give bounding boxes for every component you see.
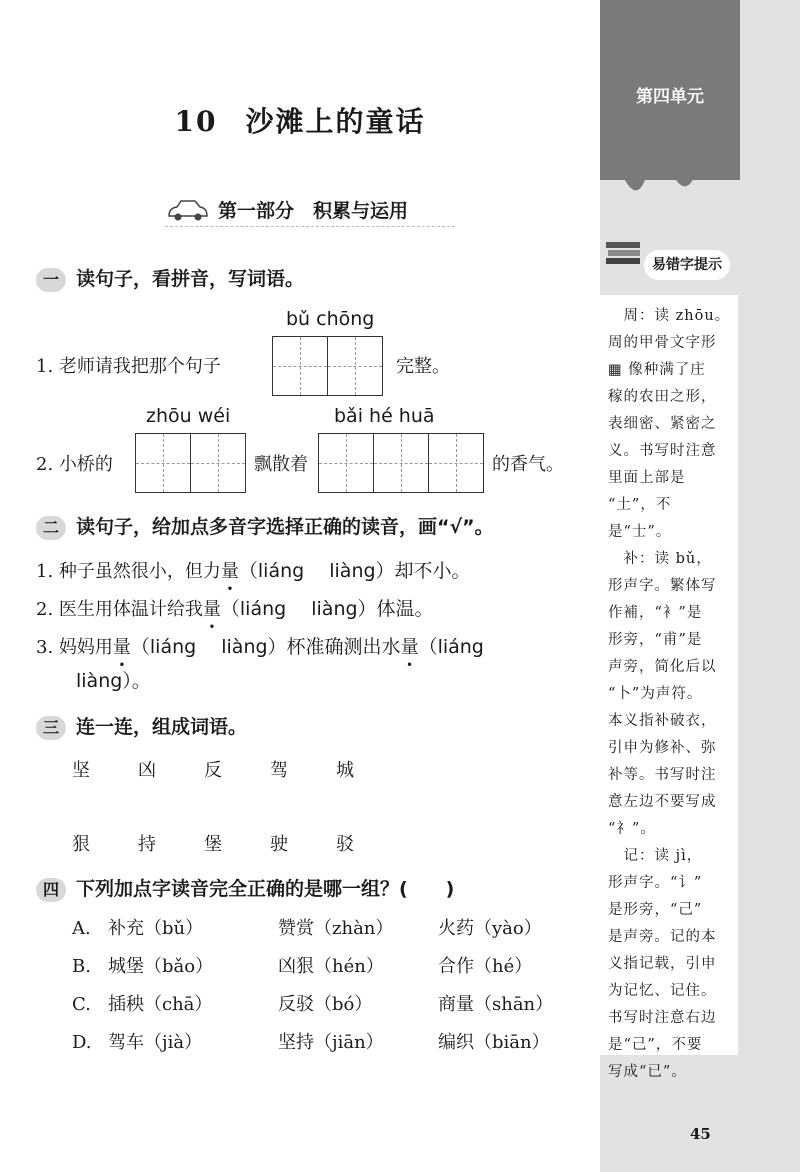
note-line: 为记忆、记住。 (608, 983, 717, 999)
lesson-number: 10 (174, 105, 218, 138)
note-line: 写成“已”。 (608, 1064, 687, 1080)
option-item: 插秧（chā） (108, 994, 213, 1015)
choice-text[interactable]: （liáng liàng）却不小。 (238, 560, 471, 582)
word-char[interactable]: 驶 (270, 834, 288, 855)
writing-grid[interactable] (318, 433, 484, 493)
word-char[interactable]: 坚 (72, 760, 90, 781)
question-text: 完整。 (396, 356, 450, 377)
word-row-top (72, 756, 402, 782)
question-line (36, 632, 484, 659)
note-line: 记：读 jì， (608, 848, 703, 864)
note-line: 义。书写时注意 (608, 443, 717, 459)
option-item: 补充（bǔ） (108, 918, 204, 939)
option-item: 反驳（bó） (278, 994, 373, 1015)
dotted-char: 量 (202, 599, 221, 620)
option-letter: A. (72, 918, 91, 939)
note-box (600, 295, 738, 1080)
note-line: 义指记载，引申 (608, 956, 717, 972)
note-line: 周：读 zhōu。 (608, 308, 731, 324)
options-list (72, 914, 553, 1066)
note-line: 声旁，简化后以 (608, 659, 717, 675)
pinyin: bǎi hé huā (334, 405, 435, 427)
note-line: 作補，“衤”是 (608, 605, 703, 621)
dotted-char: 量 (220, 561, 239, 582)
choice-text[interactable]: liàng）。 (76, 670, 151, 692)
option-letter: D. (72, 1032, 92, 1053)
option-letter: C. (72, 994, 91, 1015)
option-item: 坚持（jiān） (278, 1032, 384, 1053)
question-text: 2. 小桥的 (36, 454, 113, 475)
word-char[interactable]: 凶 (138, 760, 156, 781)
section-title: 连一连，组成词语。 (76, 716, 248, 738)
option-row[interactable] (72, 952, 553, 990)
lesson-name: 沙滩上的童话 (245, 105, 426, 138)
word-char[interactable]: 驾 (270, 760, 288, 781)
books-icon (604, 238, 644, 268)
question-text: 1. 老师请我把那个句子 (36, 356, 221, 377)
part-underline (165, 226, 455, 227)
note-line: ▦ 像种满了庄 (608, 362, 706, 378)
option-item: 驾车（jià） (108, 1032, 203, 1053)
option-row[interactable] (72, 1028, 553, 1066)
question-line (36, 556, 471, 583)
note-line: 稼的农田之形， (608, 389, 717, 405)
choice-text[interactable]: （liáng liàng）体温。 (220, 598, 434, 620)
word-char[interactable]: 反 (204, 760, 222, 781)
note-line: 周的甲骨文字形 (608, 335, 717, 351)
note-line: 意左边不要写成 (608, 794, 717, 810)
section-1-heading (36, 264, 304, 292)
note-line: 本义指补破衣， (608, 713, 717, 729)
note-line: 书写时注意右边 (608, 1010, 717, 1026)
question-text: 飘散着 (254, 454, 308, 475)
note-line: 里面上部是 (608, 470, 686, 486)
section-title: 读句子，给加点多音字选择正确的读音，画“√”。 (76, 516, 494, 538)
part-heading: 第一部分 积累与运用 (218, 200, 409, 222)
word-char[interactable]: 持 (138, 834, 156, 855)
section-title: 读句子，看拼音，写词语。 (76, 268, 305, 290)
section-badge: 四 (36, 878, 66, 902)
drip-shape (600, 120, 740, 320)
question-line (36, 594, 434, 621)
section-badge: 一 (36, 268, 66, 292)
option-item: 商量（shān） (438, 994, 554, 1015)
note-line: 表细密、紧密之 (608, 416, 717, 432)
section-badge: 二 (36, 516, 66, 540)
unit-label: 第四单元 (636, 87, 704, 107)
question-text: 的香气。 (492, 454, 564, 475)
note-line: 是“己”，不要 (608, 1037, 703, 1053)
section-badge: 三 (36, 716, 66, 740)
car-icon (165, 196, 209, 224)
dotted-char: 量 (112, 637, 131, 658)
writing-grid[interactable] (272, 336, 383, 396)
choice-text[interactable]: （liáng liàng）杯准确测出水 (130, 636, 401, 658)
note-line: 形声字。繁体写 (608, 578, 717, 594)
note-line: 形声字。“讠” (608, 875, 703, 891)
text: 1. 种子虽然很小，但力 (36, 561, 221, 582)
word-char[interactable]: 堡 (204, 834, 222, 855)
note-line: “卜”为声符。 (608, 686, 703, 702)
tip-title: 易错字提示 (644, 250, 730, 280)
text: 3. 妈妈用 (36, 637, 113, 658)
note-line: “土”，不是“士”。 (608, 497, 672, 540)
word-row-bottom (72, 830, 402, 856)
section-4-heading (36, 874, 454, 902)
word-char[interactable]: 狠 (72, 834, 90, 855)
writing-grid[interactable] (135, 433, 246, 493)
text: 2. 医生用体温计给我 (36, 599, 203, 620)
choice-text[interactable]: （liáng (418, 636, 484, 658)
note-line: 形旁，“甫”是 (608, 632, 703, 648)
note-line: “礻”。 (608, 821, 656, 837)
option-row[interactable] (72, 914, 553, 952)
word-char[interactable]: 驳 (336, 834, 354, 855)
note-line: 是形旁，“己” (608, 902, 703, 918)
notes (600, 295, 738, 1086)
dotted-char: 量 (400, 637, 419, 658)
option-letter: B. (72, 956, 91, 977)
section-title: 下列加点字读音完全正确的是哪一组？( ) (76, 878, 455, 900)
option-item: 赞赏（zhàn） (278, 918, 394, 939)
option-item: 凶狠（hén） (278, 956, 384, 977)
option-item: 城堡（bǎo） (108, 956, 214, 977)
note-line: 补：读 bǔ， (608, 551, 712, 567)
pinyin: zhōu wéi (146, 405, 231, 427)
pinyin: bǔ chōng (286, 308, 375, 330)
option-item: 编织（biān） (438, 1032, 550, 1053)
option-item: 火药（yào） (438, 918, 542, 939)
note-line: 是声旁。记的本 (608, 929, 717, 945)
page-number: 45 (690, 1125, 711, 1143)
option-row[interactable] (72, 990, 553, 1028)
section-3-heading (36, 712, 247, 740)
note-line: 补等。书写时注 (608, 767, 717, 783)
word-char[interactable]: 城 (336, 760, 354, 781)
option-item: 合作（hé） (438, 956, 533, 977)
note-line: 引申为修补、弥 (608, 740, 717, 756)
section-2-heading (36, 512, 494, 540)
lesson-title (0, 100, 600, 140)
